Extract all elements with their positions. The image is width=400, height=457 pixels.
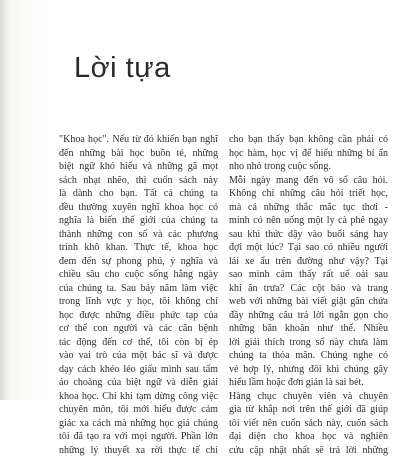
text-line: trình khô khan. Thực tế, khoa học: [59, 241, 218, 255]
text-line: đại diện cho khoa học và nghiên: [229, 430, 388, 444]
text-line: Hàng chục chuyên viên và chuyên: [229, 390, 388, 404]
text-line: cứu cập nhật nhất sẽ trả lời những: [229, 444, 388, 457]
text-line: giác xa cách mà những học giả chúng: [59, 417, 218, 431]
text-line: dạy cách khéo léo giấu mình sau tấm: [59, 363, 218, 377]
text-line: cơ thể con người và các căn bệnh: [59, 322, 218, 336]
text-line: đầy những câu trả lời ngắn gọn cho: [229, 309, 388, 323]
text-line: thành những con số và các phương: [59, 228, 218, 242]
text-line: nho nhỏ trong cuộc sống.: [229, 160, 388, 174]
text-line: web với những bài viết giật gân chứa: [229, 295, 388, 309]
text-line: đợi một lúc? Tại sao có nhiều người: [229, 241, 388, 255]
text-line: đều thường xuyên nghĩ khoa học có: [59, 201, 218, 215]
text-line: đến những bài học buồn tẻ, những: [59, 147, 218, 161]
text-line: sau khi thức dậy vào buổi sáng hay: [229, 228, 388, 242]
text-line: biệt ngữ khó hiểu và những gã mọt: [59, 160, 218, 174]
text-column-left: [59, 133, 218, 457]
text-line: học hàm, học vị để hiểu những bí ẩn: [229, 147, 388, 161]
text-column-right: [229, 133, 388, 457]
text-line: tôi đã tạo ra với mọi người. Phần lớn: [59, 430, 218, 444]
text-line: hiểu lầm hoặc đơn giản là sai bét.: [229, 376, 388, 390]
text-line: Mỗi ngày mang đến vô số câu hỏi.: [229, 174, 388, 188]
text-line: cho bạn thấy bạn không cần phải có: [229, 133, 388, 147]
text-line: khi ăn trưa? Các cột báo và trang: [229, 282, 388, 296]
page-title: Lời tựa: [74, 52, 171, 85]
text-line: những lý thuyết xa rời thực tế chỉ: [59, 444, 218, 457]
text-line: là dành cho bạn. Tất cả chúng ta: [59, 187, 218, 201]
text-line: lái xe ẩu trên đường như vậy? Tại: [229, 255, 388, 269]
text-line: gia từ khắp nơi trên thế giới đã giúp: [229, 403, 388, 417]
text-line: nghĩa là biến thế giới của chúng ta: [59, 214, 218, 228]
text-line: Không chỉ những câu hỏi triết học,: [229, 187, 388, 201]
text-line: những băn khoăn như thế. Nhiều: [229, 322, 388, 336]
spine-shadow: [0, 0, 10, 400]
text-line: chuyên môn, tôi mới hiểu được cảm: [59, 403, 218, 417]
text-line: đem đến sự phong phú, ý nghĩa và: [59, 255, 218, 269]
text-line: trong lĩnh vực y học, tôi không chỉ: [59, 295, 218, 309]
text-line: áo choàng của biệt ngữ và diễn giải: [59, 376, 218, 390]
text-line: vào vai trò của một bác sĩ và được: [59, 349, 218, 363]
text-line: "Khoa học". Nếu từ đó khiến bạn nghĩ: [59, 133, 218, 147]
text-line: tác động đến cơ thể, tôi còn bị ép: [59, 336, 218, 350]
text-line: học được những điều phức tạp của: [59, 309, 218, 323]
text-line: sao mình cảm thấy rất uể oải sau: [229, 268, 388, 282]
text-line: lời giải thích trong số này chưa làm: [229, 336, 388, 350]
text-line: khoa học. Chỉ khi tạm dừng công việc: [59, 390, 218, 404]
text-line: sách nhạt nhẽo, thì cuốn sách này: [59, 174, 218, 188]
text-line: vẻ hợp lý, nhưng đôi khi chúng gây: [229, 363, 388, 377]
text-line: minh có nên uống một ly cà phê ngay: [229, 214, 388, 228]
text-line: mà cả những thắc mắc tục thơi -: [229, 201, 388, 215]
text-line: chúng ta thỏa mãn. Chúng nghe có: [229, 349, 388, 363]
text-line: tôi viết nên cuốn sách này, cuốn sách: [229, 417, 388, 431]
text-line: chiều sâu cho cuộc sống hằng ngày: [59, 268, 218, 282]
text-line: của chúng ta. Sau bảy năm làm việc: [59, 282, 218, 296]
